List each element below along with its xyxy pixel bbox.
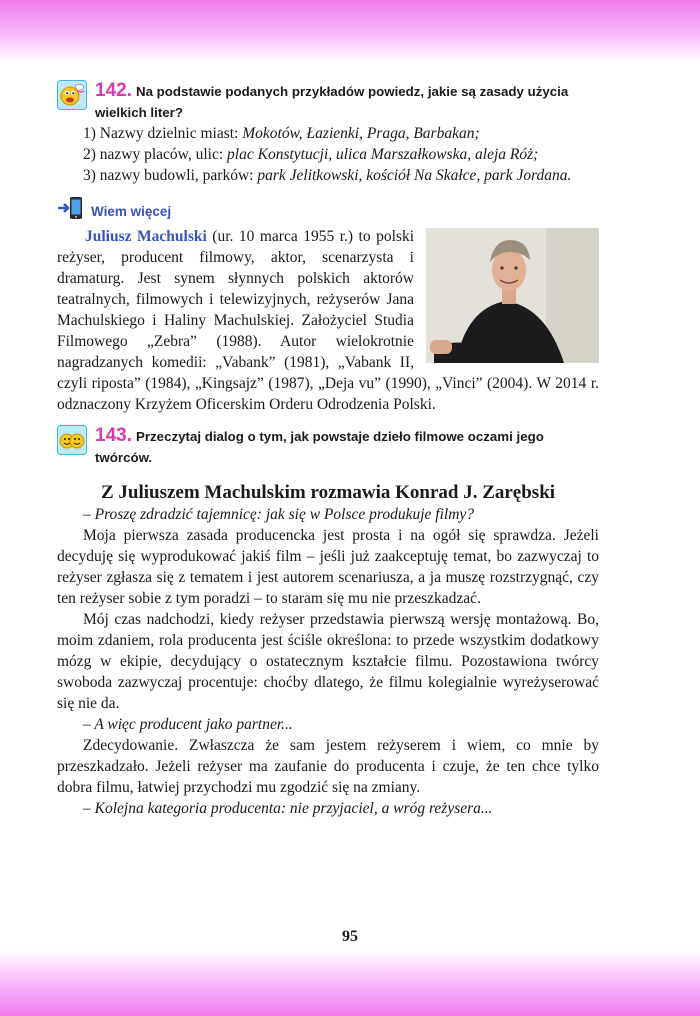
- biography-text: Juliusz Machulski (ur. 10 marca 1955 r.) to polski reżyser, producent filmowy, aktor, scenarzysta i dramaturg. Jest synem słynnych polskich aktorów teatralnych, filmowych i telewizyjnych, reżyserów Jana Machulskiego i Haliny Machulskiej. Założyciel Studia Filmowego „Zebra” (1988). Autor wielokrotnie nagradzanych komedii: „Vabank” (1981), „Vabank II, czyli riposta” (1984), „Kingsajz” (1987), „Deja vu” (1990), „Vinci” (2004). W 2014 r. odznaczony Krzyżem Oficerskim Orderu Odrodzenia Polski.: [57, 228, 599, 413]
- biography-section: [57, 226, 599, 415]
- page-footer-band: [0, 950, 700, 1016]
- list-item: 3) nazwy budowli, parków: park Jelitkowski, kościół Na Skałce, park Jordana.: [83, 167, 572, 184]
- interview-dialog: [57, 504, 599, 819]
- person-name: Juliusz Machulski: [85, 228, 207, 245]
- interview-title: Z Juliuszem Machulskim rozmawia Konrad J. Zarębski: [100, 482, 556, 503]
- portrait-photo: [426, 228, 599, 363]
- smartphone-icon: [57, 196, 87, 226]
- dialog-answer: Zdecydowanie. Zwłaszcza że sam jestem reżyserem i wiem, co mnie by przeszkadzało. Jeżeli reżyser ma zaufanie do producenta i czuje, że ten chce tylko dobra filmu, łatwiej przychodzi mu zgodzić się na zmiany.: [57, 737, 599, 796]
- wiem-wiecej-header: [57, 198, 599, 224]
- exercise-142-list: [57, 123, 599, 186]
- exercise-instruction: Na podstawie podanych przykładów powiedz, jakie są zasady użycia wielkich liter?: [95, 84, 569, 120]
- page-content: [57, 80, 599, 819]
- page-number: 95: [342, 928, 358, 945]
- exercise-instruction: Przeczytaj dialog o tym, jak powstaje dzieło filmowe oczami jego twórców.: [95, 429, 544, 465]
- dialog-answer: Mój czas nadchodzi, kiedy reżyser przedstawia pierwszą wersję montażową. Bo, moim zdaniem, rola producenta jest ściśle określona: to przede wszystkim dodatkowy mózg w ekipie, decydujący o ostatecznym kształcie filmu. Pozostawiona twórcy swoboda zazwyczaj procentuje: choćby dlatego, że filmu kolegialnie wyreżyserować się nie da.: [57, 611, 599, 712]
- exercise-142-header: [57, 80, 599, 123]
- wiem-wiecej-label: Wiem więcej: [91, 203, 172, 219]
- dialog-question: – Proszę zdradzić tajemnicę: jak się w Polsce produkuje filmy?: [83, 506, 475, 523]
- chat-smileys-icon: [57, 425, 87, 455]
- exercise-143-header: [57, 425, 599, 468]
- exercise-number: 143.: [95, 425, 132, 446]
- exercise-number: 142.: [95, 80, 132, 101]
- dialog-answer: Moja pierwsza zasada producencka jest prosta i na ogół się sprawdza. Jeżeli decyduję się wyprodukować jakiś film – jeśli już zaakceptuję temat, bo zazwyczaj to reżyser zgłasza się z tematem i jest autorem scenariusza, a ja muszę rozstrzygnąć, czy ten reżyser sobie z tym poradzi – to staram się mu nie przeszkadzać.: [57, 527, 599, 607]
- list-item: 1) Nazwy dzielnic miast: Mokotów, Łazienki, Praga, Barbakan;: [83, 125, 480, 142]
- page-header-band: [0, 0, 700, 62]
- list-item: 2) nazwy placów, ulic: plac Konstytucji, ulica Marszałkowska, aleja Róż;: [83, 146, 539, 163]
- speaking-smiley-icon: [57, 80, 87, 110]
- dialog-question: – Kolejna kategoria producenta: nie przyjaciel, a wróg reżysera...: [83, 800, 493, 817]
- dialog-question: – A więc producent jako partner...: [83, 716, 293, 733]
